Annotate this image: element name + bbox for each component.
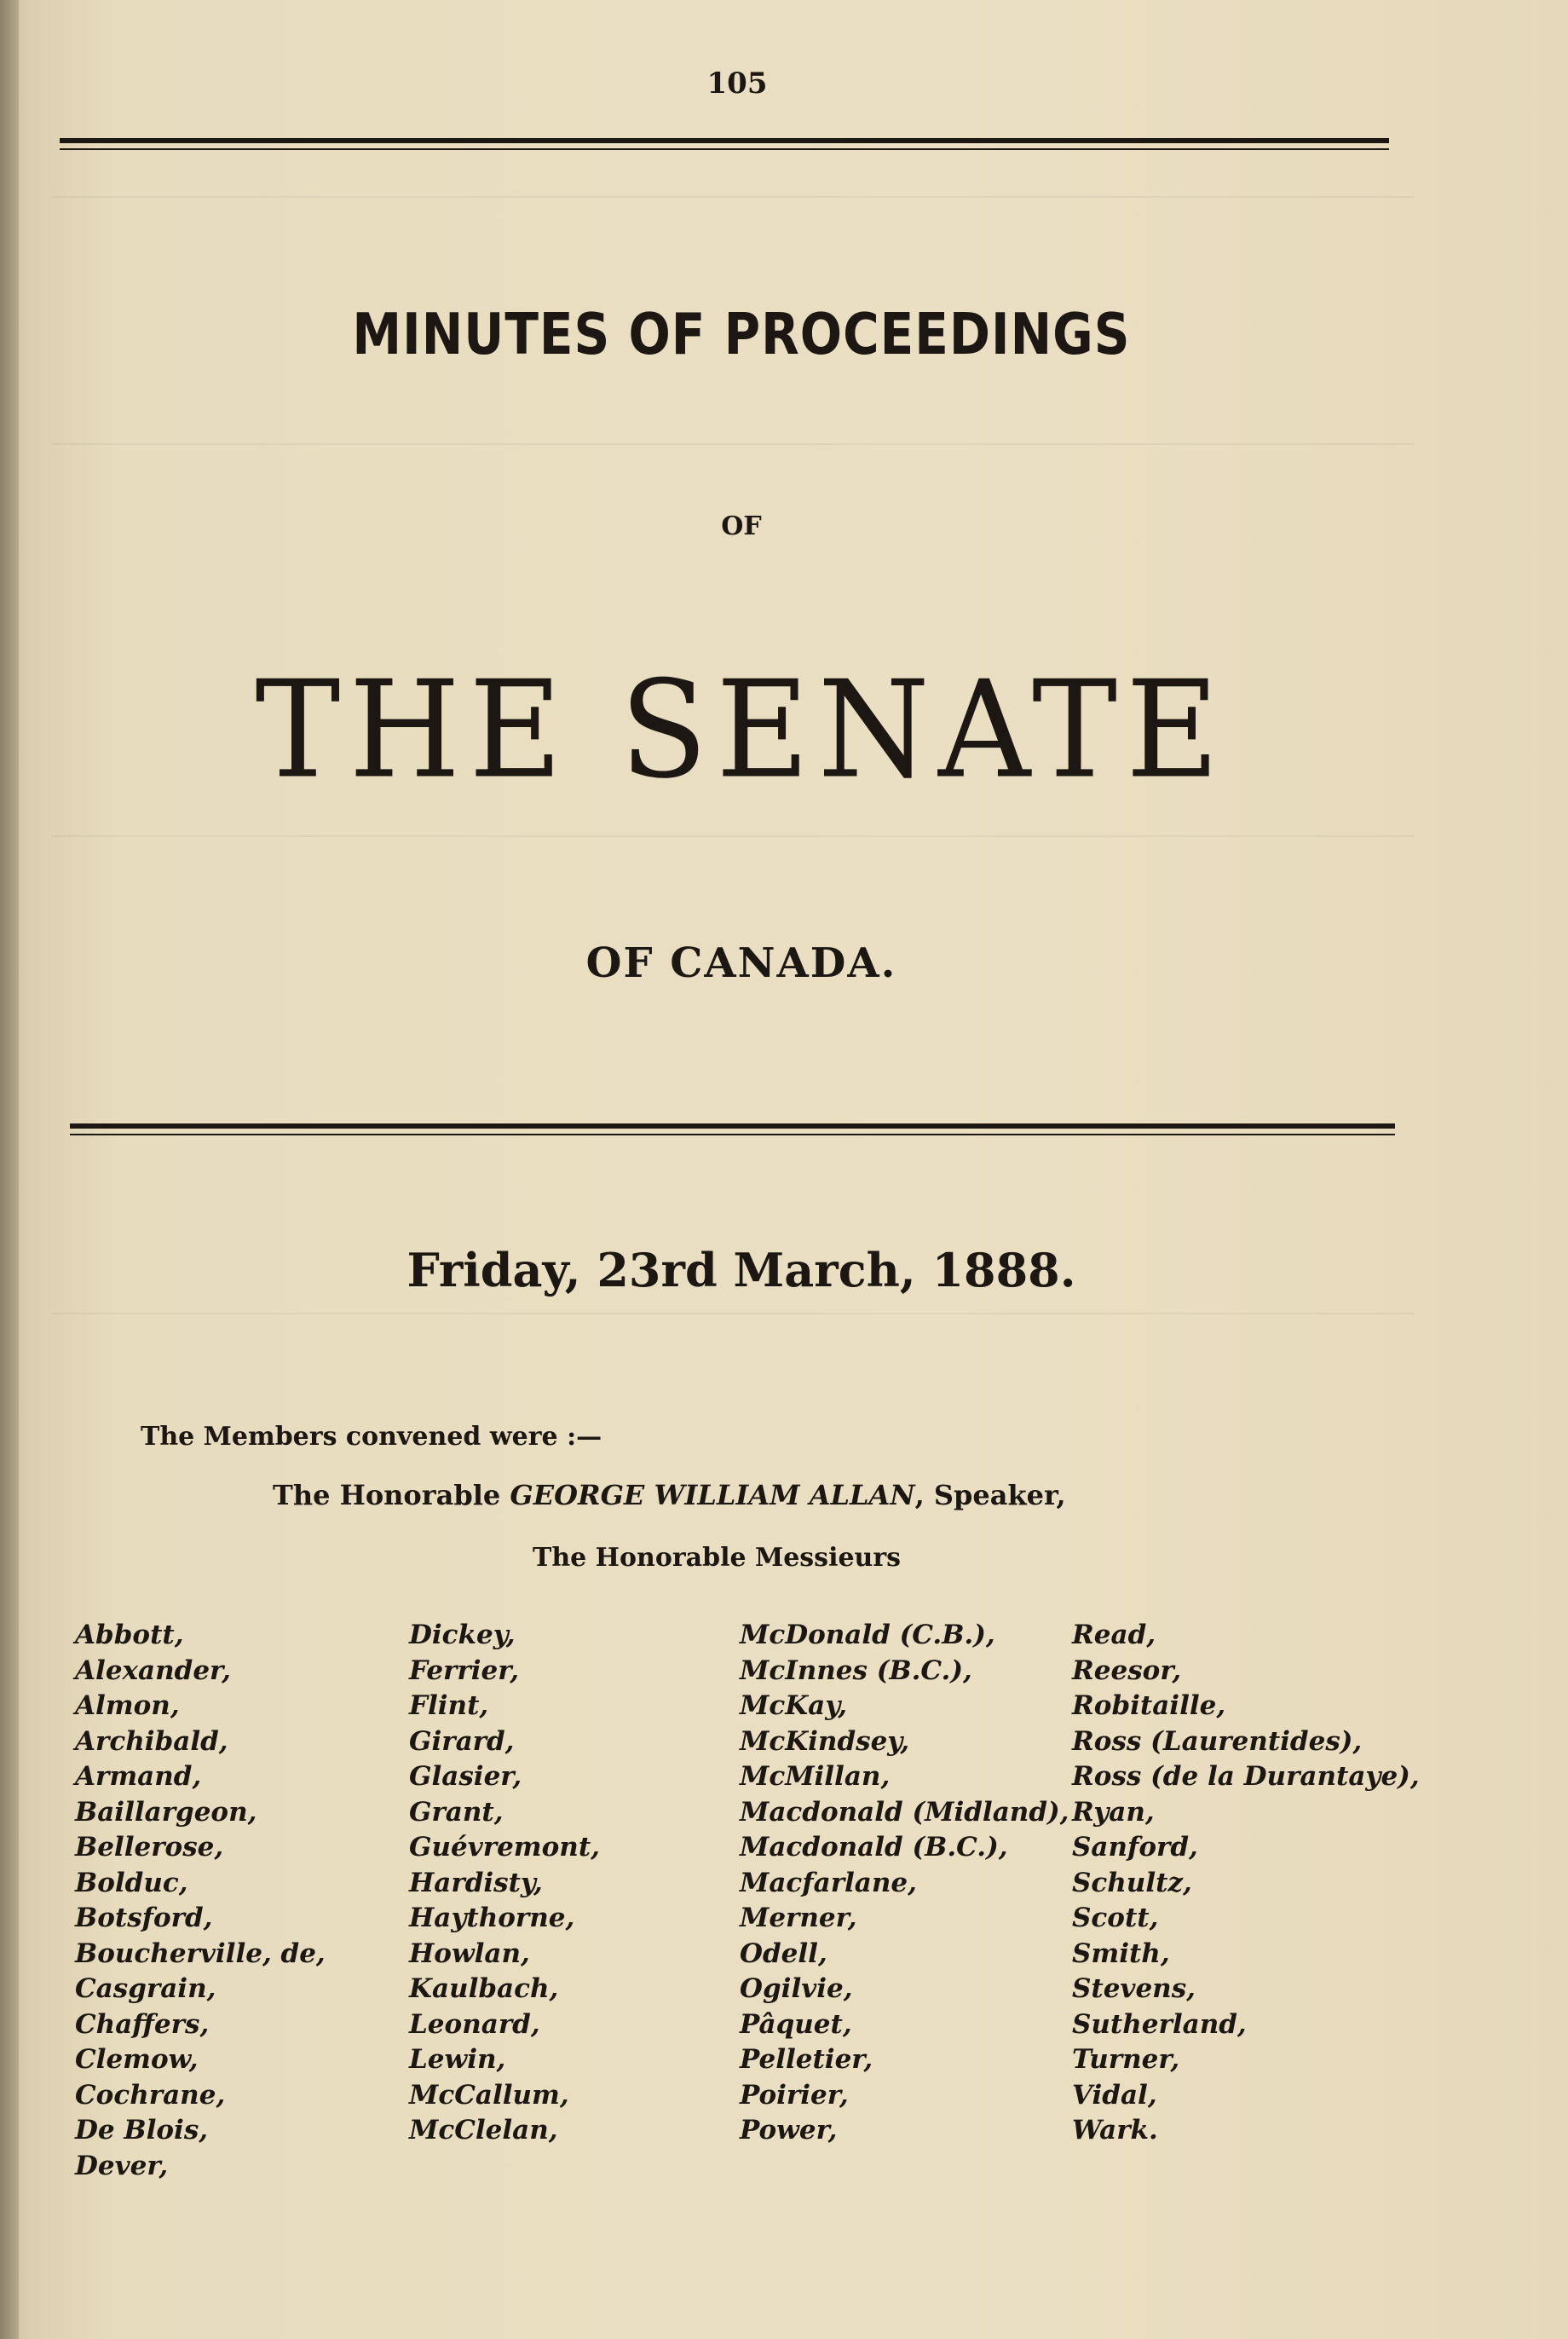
speaker-prefix: The Honorable	[273, 1479, 510, 1511]
speaker-name: GEORGE WILLIAM ALLAN	[510, 1479, 915, 1511]
member-name: Abbott,	[75, 1620, 184, 1650]
member-name: Reesor,	[1072, 1655, 1182, 1686]
show-through-line	[51, 196, 1415, 198]
member-name: Almon,	[75, 1690, 180, 1721]
messieurs-label: The Honorable Messieurs	[533, 1543, 902, 1573]
member-name: Glasier,	[409, 1761, 522, 1792]
member-name: Guévremont,	[409, 1832, 600, 1863]
member-name: Grant,	[409, 1796, 504, 1828]
member-name: Casgrain,	[75, 1973, 216, 2004]
member-name: Armand,	[75, 1761, 202, 1792]
member-name: McDonald (C.B.),	[740, 1620, 995, 1650]
of-heading: OF	[721, 511, 762, 541]
member-name: McKay,	[740, 1690, 848, 1721]
member-name: Macdonald (B.C.),	[740, 1832, 1008, 1863]
member-name: Pelletier,	[740, 2044, 873, 2075]
member-name: Read,	[1072, 1620, 1156, 1650]
convened-label: The Members convened were :—	[141, 1422, 602, 1452]
member-name: Macdonald (Midland),	[740, 1796, 1069, 1828]
session-date: Friday, 23rd March, 1888.	[406, 1243, 1076, 1297]
member-name: Alexander,	[75, 1655, 231, 1686]
show-through-line	[51, 835, 1415, 837]
member-name: Bellerose,	[75, 1832, 224, 1863]
member-name: Schultz,	[1072, 1867, 1192, 1898]
member-name: McClelan,	[409, 2115, 558, 2146]
member-name: Baillargeon,	[75, 1796, 257, 1828]
member-name: Sanford,	[1072, 1832, 1198, 1863]
member-name: Hardisty,	[409, 1867, 543, 1898]
member-name: Odell,	[740, 1938, 827, 1969]
member-name: Chaffers,	[75, 2008, 210, 2040]
member-name: Power,	[740, 2115, 838, 2146]
minutes-heading: MINUTES OF PROCEEDINGS	[352, 300, 1131, 368]
member-name: Haythorne,	[409, 1903, 575, 1933]
member-name: Archibald,	[75, 1725, 228, 1757]
member-name: Smith,	[1072, 1938, 1170, 1969]
member-name: Ogilvie,	[740, 1973, 853, 2004]
member-name: Merner,	[740, 1903, 857, 1933]
member-name: Ryan,	[1072, 1796, 1155, 1828]
member-name: Poirier,	[740, 2079, 849, 2111]
member-name: Macfarlane,	[740, 1867, 917, 1898]
members-column-1	[75, 1618, 326, 2184]
members-column-4	[1072, 1618, 1420, 2149]
bottom-rule	[70, 1123, 1395, 1129]
members-column-2	[409, 1618, 600, 2149]
of-canada-heading: OF CANADA.	[585, 939, 897, 987]
show-through-line	[51, 443, 1415, 445]
member-name: Cochrane,	[75, 2079, 226, 2111]
senate-title: THE SENATE	[255, 652, 1228, 809]
member-name: Howlan,	[409, 1938, 530, 1969]
member-name: Bolduc,	[75, 1867, 188, 1898]
member-name: Pâquet,	[740, 2008, 852, 2040]
members-column-3	[740, 1618, 1069, 2149]
member-name: Stevens,	[1072, 1973, 1196, 2004]
member-name: McKindsey,	[740, 1725, 910, 1757]
member-name: Botsford,	[75, 1903, 213, 1933]
member-name: Dever,	[75, 2150, 169, 2181]
member-name: McCallum,	[409, 2079, 569, 2111]
top-rule	[60, 138, 1389, 143]
member-name: McMillan,	[740, 1761, 891, 1792]
member-name: Wark.	[1072, 2115, 1158, 2146]
member-name: De Blois,	[75, 2115, 209, 2146]
member-name: Boucherville, de,	[75, 1938, 326, 1969]
member-name: Leonard,	[409, 2008, 540, 2040]
member-name: Scott,	[1072, 1903, 1159, 1933]
member-name: Vidal,	[1072, 2079, 1157, 2111]
member-name: Turner,	[1072, 2044, 1180, 2075]
member-name: Lewin,	[409, 2044, 506, 2075]
member-name: Ross (Laurentides),	[1072, 1725, 1363, 1757]
members-list	[75, 1618, 1438, 2181]
speaker-line	[273, 1479, 1066, 1511]
member-name: Ferrier,	[409, 1655, 520, 1686]
member-name: Dickey,	[409, 1620, 516, 1650]
member-name: Clemow,	[75, 2044, 199, 2075]
member-name: Robitaille,	[1072, 1690, 1226, 1721]
member-name: Ross (de la Durantaye),	[1072, 1761, 1420, 1792]
speaker-suffix: , Speaker,	[914, 1479, 1066, 1511]
show-through-line	[51, 1313, 1415, 1314]
page-number: 105	[706, 66, 768, 101]
member-name: Sutherland,	[1072, 2008, 1247, 2040]
member-name: Girard,	[409, 1725, 515, 1757]
member-name: McInnes (B.C.),	[740, 1655, 972, 1686]
member-name: Kaulbach,	[409, 1973, 559, 2004]
member-name: Flint,	[409, 1690, 489, 1721]
